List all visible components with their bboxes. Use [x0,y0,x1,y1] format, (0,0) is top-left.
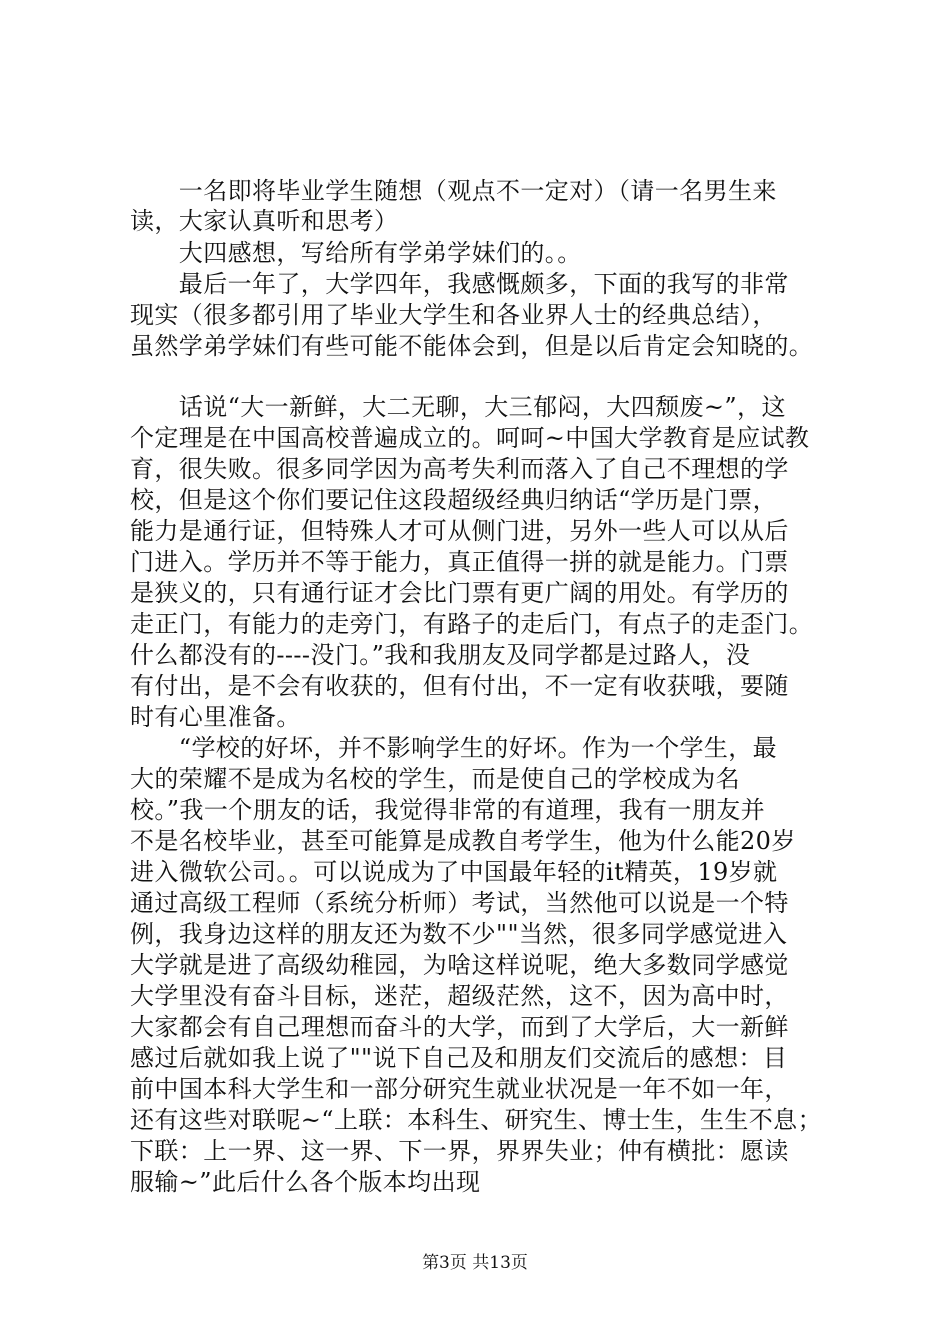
text-line: 个定理是在中国高校普遍成立的。呵呵~中国大学教育是应试教 [130,424,810,452]
text-line: 大的荣耀不是成为名校的学生，而是使自己的学校成为名 [130,765,740,793]
text-line: 什么都没有的----没门。”我和我朋友及同学都是过路人，没 [130,641,751,669]
text-line: 进入微软公司。。可以说成为了中国最年轻的it精英，19岁就 [130,858,778,886]
text-line: 一名即将毕业学生随想（观点不一定对）（请一名男生来 [130,177,777,205]
text-line: 有付出，是不会有收获的，但有付出，不一定有收获哦，要随 [130,672,789,700]
text-line: 是狭义的，只有通行证才会比门票有更广阔的用处。有学历的 [130,579,789,607]
text-line: 读，大家认真听和思考） [130,207,399,235]
text-line: 大学里没有奋斗目标，迷茫，超级茫然，这不，因为高中时， [130,982,789,1010]
page-number-footer: 第3页 共13页 [422,1253,528,1273]
text-line: 例，我身边这样的朋友还为数不少""当然，很多同学感觉进入 [130,920,788,948]
text-line: 不是名校毕业，甚至可能算是成教自考学生，他为什么能20岁 [130,827,796,855]
text-line: 校，但是这个你们要记住这段超级经典归纳话“学历是门票， [130,486,778,514]
text-line: 门进入。学历并不等于能力，真正值得一拼的就是能力。门票 [130,548,789,576]
text-line: 话说“大一新鲜，大二无聊，大三郁闷，大四颓废~”，这 [130,393,786,421]
text-line: 感过后就如我上说了""说下自己及和朋友们交流后的感想：目 [130,1044,788,1072]
text-line: 时有心里准备。 [130,703,301,731]
text-line: 最后一年了，大学四年，我感慨颇多，下面的我写的非常 [130,270,789,298]
text-line: 还有这些对联呢~“上联：本科生、研究生、博士生，生生不息； [130,1106,822,1134]
text-line: 现实（很多都引用了毕业大学生和各业界人士的经典总结）， [130,301,777,329]
text-line: 育，很失败。很多同学因为高考失利而落入了自己不理想的学 [130,455,789,483]
text-line: 通过高级工程师（系统分析师）考试，当然他可以说是一个特 [130,889,789,917]
text-line: 大学就是进了高级幼稚园，为啥这样说呢，绝大多数同学感觉 [130,951,789,979]
text-line: 大家都会有自己理想而奋斗的大学，而到了大学后，大一新鲜 [130,1013,789,1041]
text-line: 校。”我一个朋友的话，我觉得非常的有道理，我有一朋友并 [130,796,766,824]
text-line: 能力是通行证，但特殊人才可从侧门进，另外一些人可以从后 [130,517,789,545]
text-line: 服输~”此后什么各个版本均出现 [130,1168,481,1196]
text-line: 虽然学弟学妹们有些可能不能体会到，但是以后肯定会知晓的。 [130,332,814,360]
text-line: 大四感想，写给所有学弟学妹们的。。 [130,239,582,267]
text-line: 下联：上一界、这一界、下一界，界界失业；仲有横批：愿读 [130,1137,789,1165]
text-line: 前中国本科大学生和一部分研究生就业状况是一年不如一年， [130,1075,789,1103]
text-line: “学校的好坏，并不影响学生的好坏。作为一个学生，最 [130,734,778,762]
text-line: 走正门，有能力的走旁门，有路子的走后门，有点子的走歪门。 [130,610,814,638]
